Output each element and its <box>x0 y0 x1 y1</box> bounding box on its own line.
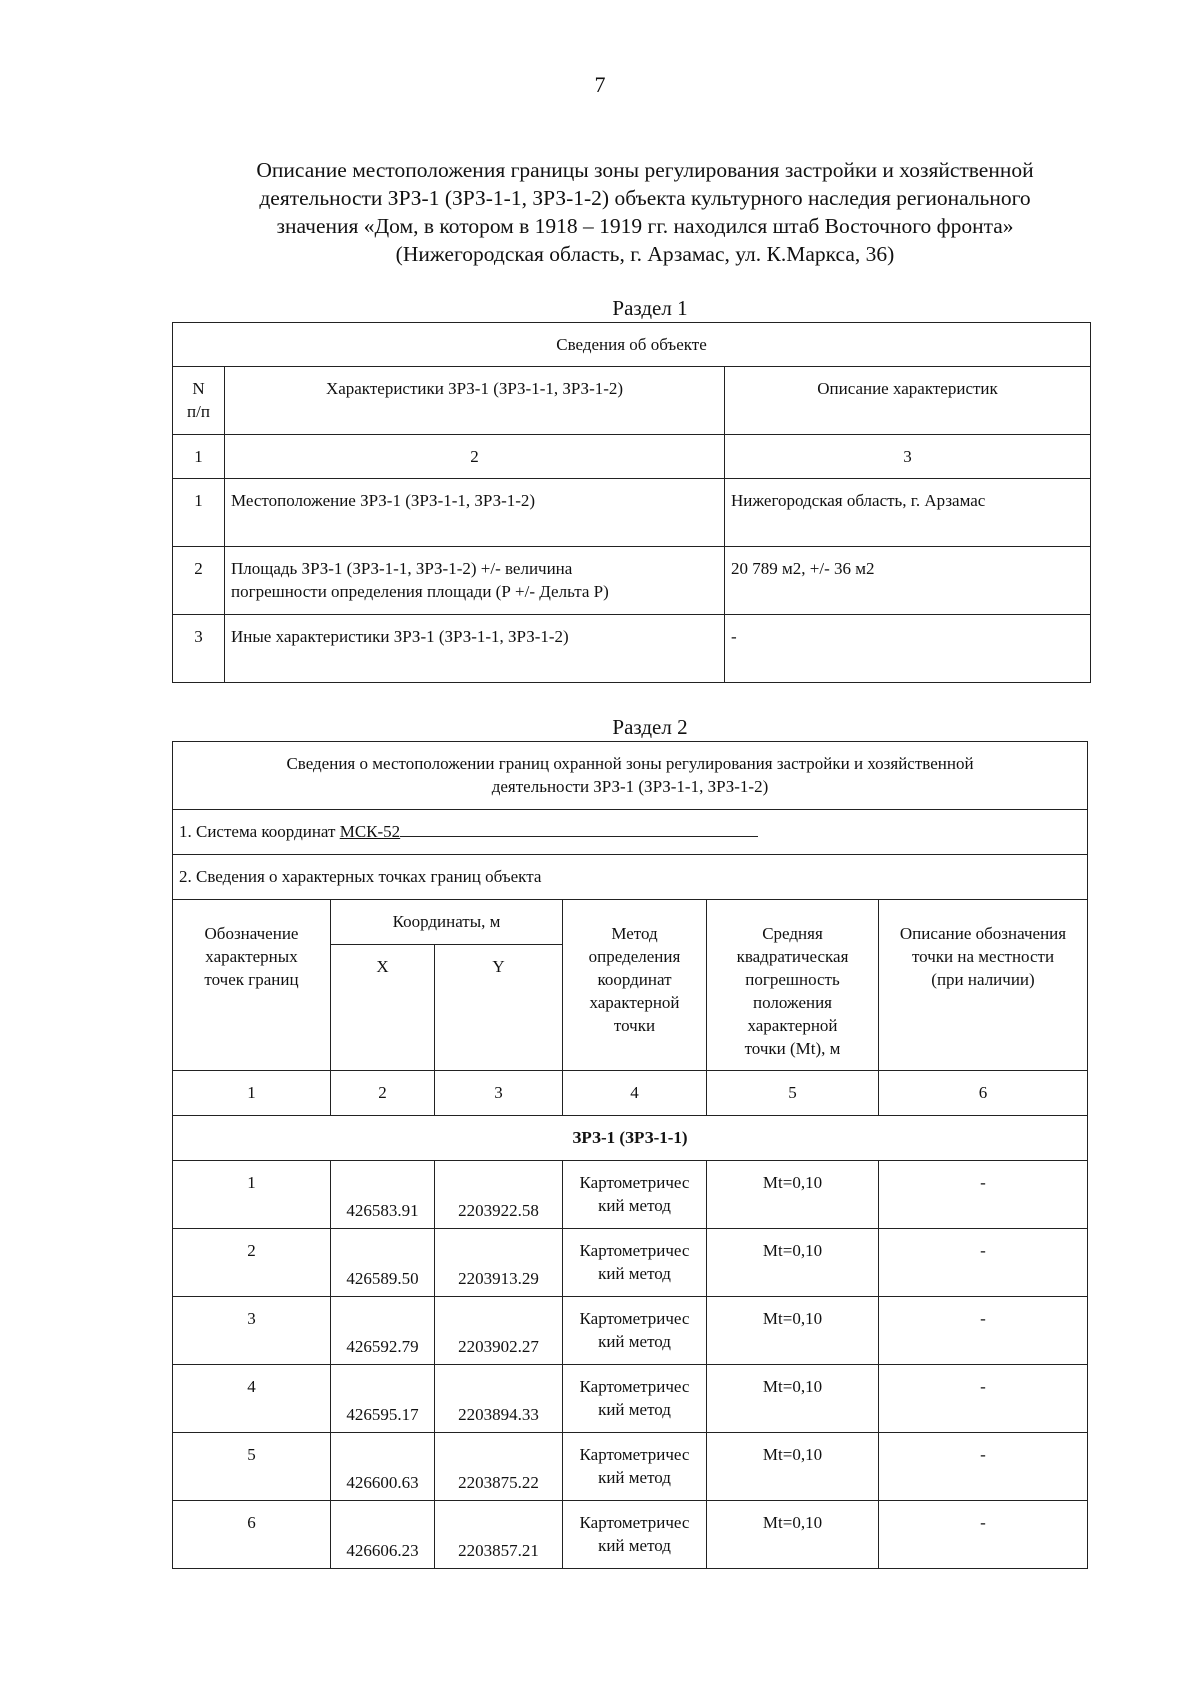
point-id: 5 <box>173 1433 331 1501</box>
point-description: - <box>879 1297 1088 1365</box>
page-number: 7 <box>594 72 606 97</box>
table-row <box>173 1365 1088 1433</box>
table-row <box>173 1229 1088 1297</box>
point-x: 426595.17 <box>331 1365 435 1433</box>
title-line: значения «Дом, в котором в 1918 – 1919 гг. находился штаб Восточного фронта» <box>276 214 1014 238</box>
point-description: - <box>879 1433 1088 1501</box>
section1-caption: Сведения об объекте <box>173 323 1091 367</box>
subsection-title: ЗРЗ-1 (ЗРЗ-1-1) <box>173 1116 1088 1161</box>
point-method: Картометричес кий метод <box>563 1501 707 1569</box>
col-number: 2 <box>225 435 725 479</box>
header-description: Описание характеристик <box>725 367 1091 435</box>
points-caption: 2. Сведения о характерных точках границ объекта <box>173 855 1088 900</box>
section1-label: Раздел 1 <box>612 296 688 320</box>
col-number: 1 <box>173 1071 331 1116</box>
table-row <box>173 1297 1088 1365</box>
row-value: Нижегородская область, г. Арзамас <box>725 479 1091 547</box>
point-id: 1 <box>173 1161 331 1229</box>
point-y: 2203922.58 <box>435 1161 563 1229</box>
point-id: 2 <box>173 1229 331 1297</box>
row-characteristic: Местоположение ЗРЗ-1 (ЗРЗ-1-1, ЗРЗ-1-2) <box>225 479 725 547</box>
col-number: 4 <box>563 1071 707 1116</box>
row-value: - <box>725 615 1091 683</box>
col-number: 3 <box>725 435 1091 479</box>
point-id: 6 <box>173 1501 331 1569</box>
point-id: 3 <box>173 1297 331 1365</box>
point-y: 2203875.22 <box>435 1433 563 1501</box>
section2-table <box>172 741 1088 1569</box>
points-body <box>173 1161 1088 1569</box>
table-row <box>173 1161 1088 1229</box>
point-id: 4 <box>173 1365 331 1433</box>
table-row <box>173 1501 1088 1569</box>
table-row <box>173 479 1091 547</box>
title-line: (Нижегородская область, г. Арзамас, ул. К.Маркса, 36) <box>395 242 895 266</box>
col-number: 5 <box>707 1071 879 1116</box>
point-mt: Mt=0,10 <box>707 1501 879 1569</box>
row-number: 1 <box>173 479 225 547</box>
point-x: 426583.91 <box>331 1161 435 1229</box>
section1-table <box>172 322 1091 683</box>
point-method: Картометричес кий метод <box>563 1161 707 1229</box>
section2-label: Раздел 2 <box>612 715 688 739</box>
point-mt: Mt=0,10 <box>707 1297 879 1365</box>
point-x: 426600.63 <box>331 1433 435 1501</box>
col-number: 2 <box>331 1071 435 1116</box>
point-description: - <box>879 1365 1088 1433</box>
point-description: - <box>879 1161 1088 1229</box>
table-row <box>173 1433 1088 1501</box>
point-mt: Mt=0,10 <box>707 1365 879 1433</box>
header-num: N п/п <box>173 367 225 435</box>
header-coordinates: Координаты, м <box>331 900 563 945</box>
row-characteristic: Площадь ЗРЗ-1 (ЗРЗ-1-1, ЗРЗ-1-2) +/- величина погрешности определения площади (Р +/- Дельта Р) <box>225 547 725 615</box>
point-y: 2203894.33 <box>435 1365 563 1433</box>
underline-fill <box>400 820 758 837</box>
point-mt: Mt=0,10 <box>707 1433 879 1501</box>
coordinate-system: 1. Система координат МСК-52 <box>173 810 1088 855</box>
table-row <box>173 615 1091 683</box>
header-designation: Обозначение характерных точек границ <box>173 900 331 1071</box>
coordinate-system-value: МСК-52 <box>339 822 401 841</box>
point-mt: Mt=0,10 <box>707 1161 879 1229</box>
header-characteristics: Характеристики ЗРЗ-1 (ЗРЗ-1-1, ЗРЗ-1-2) <box>225 367 725 435</box>
document-title <box>180 156 1110 268</box>
point-y: 2203902.27 <box>435 1297 563 1365</box>
point-x: 426589.50 <box>331 1229 435 1297</box>
header-method: Метод определения координат характерной точки <box>563 900 707 1071</box>
row-value: 20 789 м2, +/- 36 м2 <box>725 547 1091 615</box>
point-method: Картометричес кий метод <box>563 1365 707 1433</box>
header-y: Y <box>435 945 563 1071</box>
point-description: - <box>879 1501 1088 1569</box>
row-number: 3 <box>173 615 225 683</box>
table-row <box>173 547 1091 615</box>
title-line: Описание местоположения границы зоны регулирования застройки и хозяйственной <box>256 158 1034 182</box>
point-method: Картометричес кий метод <box>563 1433 707 1501</box>
point-description: - <box>879 1229 1088 1297</box>
row-number: 2 <box>173 547 225 615</box>
point-method: Картометричес кий метод <box>563 1229 707 1297</box>
header-x: X <box>331 945 435 1071</box>
point-x: 426606.23 <box>331 1501 435 1569</box>
row-characteristic: Иные характеристики ЗРЗ-1 (ЗРЗ-1-1, ЗРЗ-1-2) <box>225 615 725 683</box>
header-point-description: Описание обозначения точки на местности (при наличии) <box>879 900 1088 1071</box>
point-y: 2203913.29 <box>435 1229 563 1297</box>
col-number: 3 <box>435 1071 563 1116</box>
point-method: Картометричес кий метод <box>563 1297 707 1365</box>
point-mt: Mt=0,10 <box>707 1229 879 1297</box>
header-error: Средняя квадратическая погрешность положения характерной точки (Mt), м <box>707 900 879 1071</box>
point-x: 426592.79 <box>331 1297 435 1365</box>
point-y: 2203857.21 <box>435 1501 563 1569</box>
col-number: 1 <box>173 435 225 479</box>
title-line: деятельности ЗРЗ-1 (ЗРЗ-1-1, ЗРЗ-1-2) объекта культурного наследия регионального <box>259 186 1031 210</box>
section2-caption: Сведения о местоположении границ охранной зоны регулирования застройки и хозяйственной деятельности ЗРЗ-1 (ЗРЗ-1-1, ЗРЗ-1-2) <box>173 742 1088 810</box>
col-number: 6 <box>879 1071 1088 1116</box>
